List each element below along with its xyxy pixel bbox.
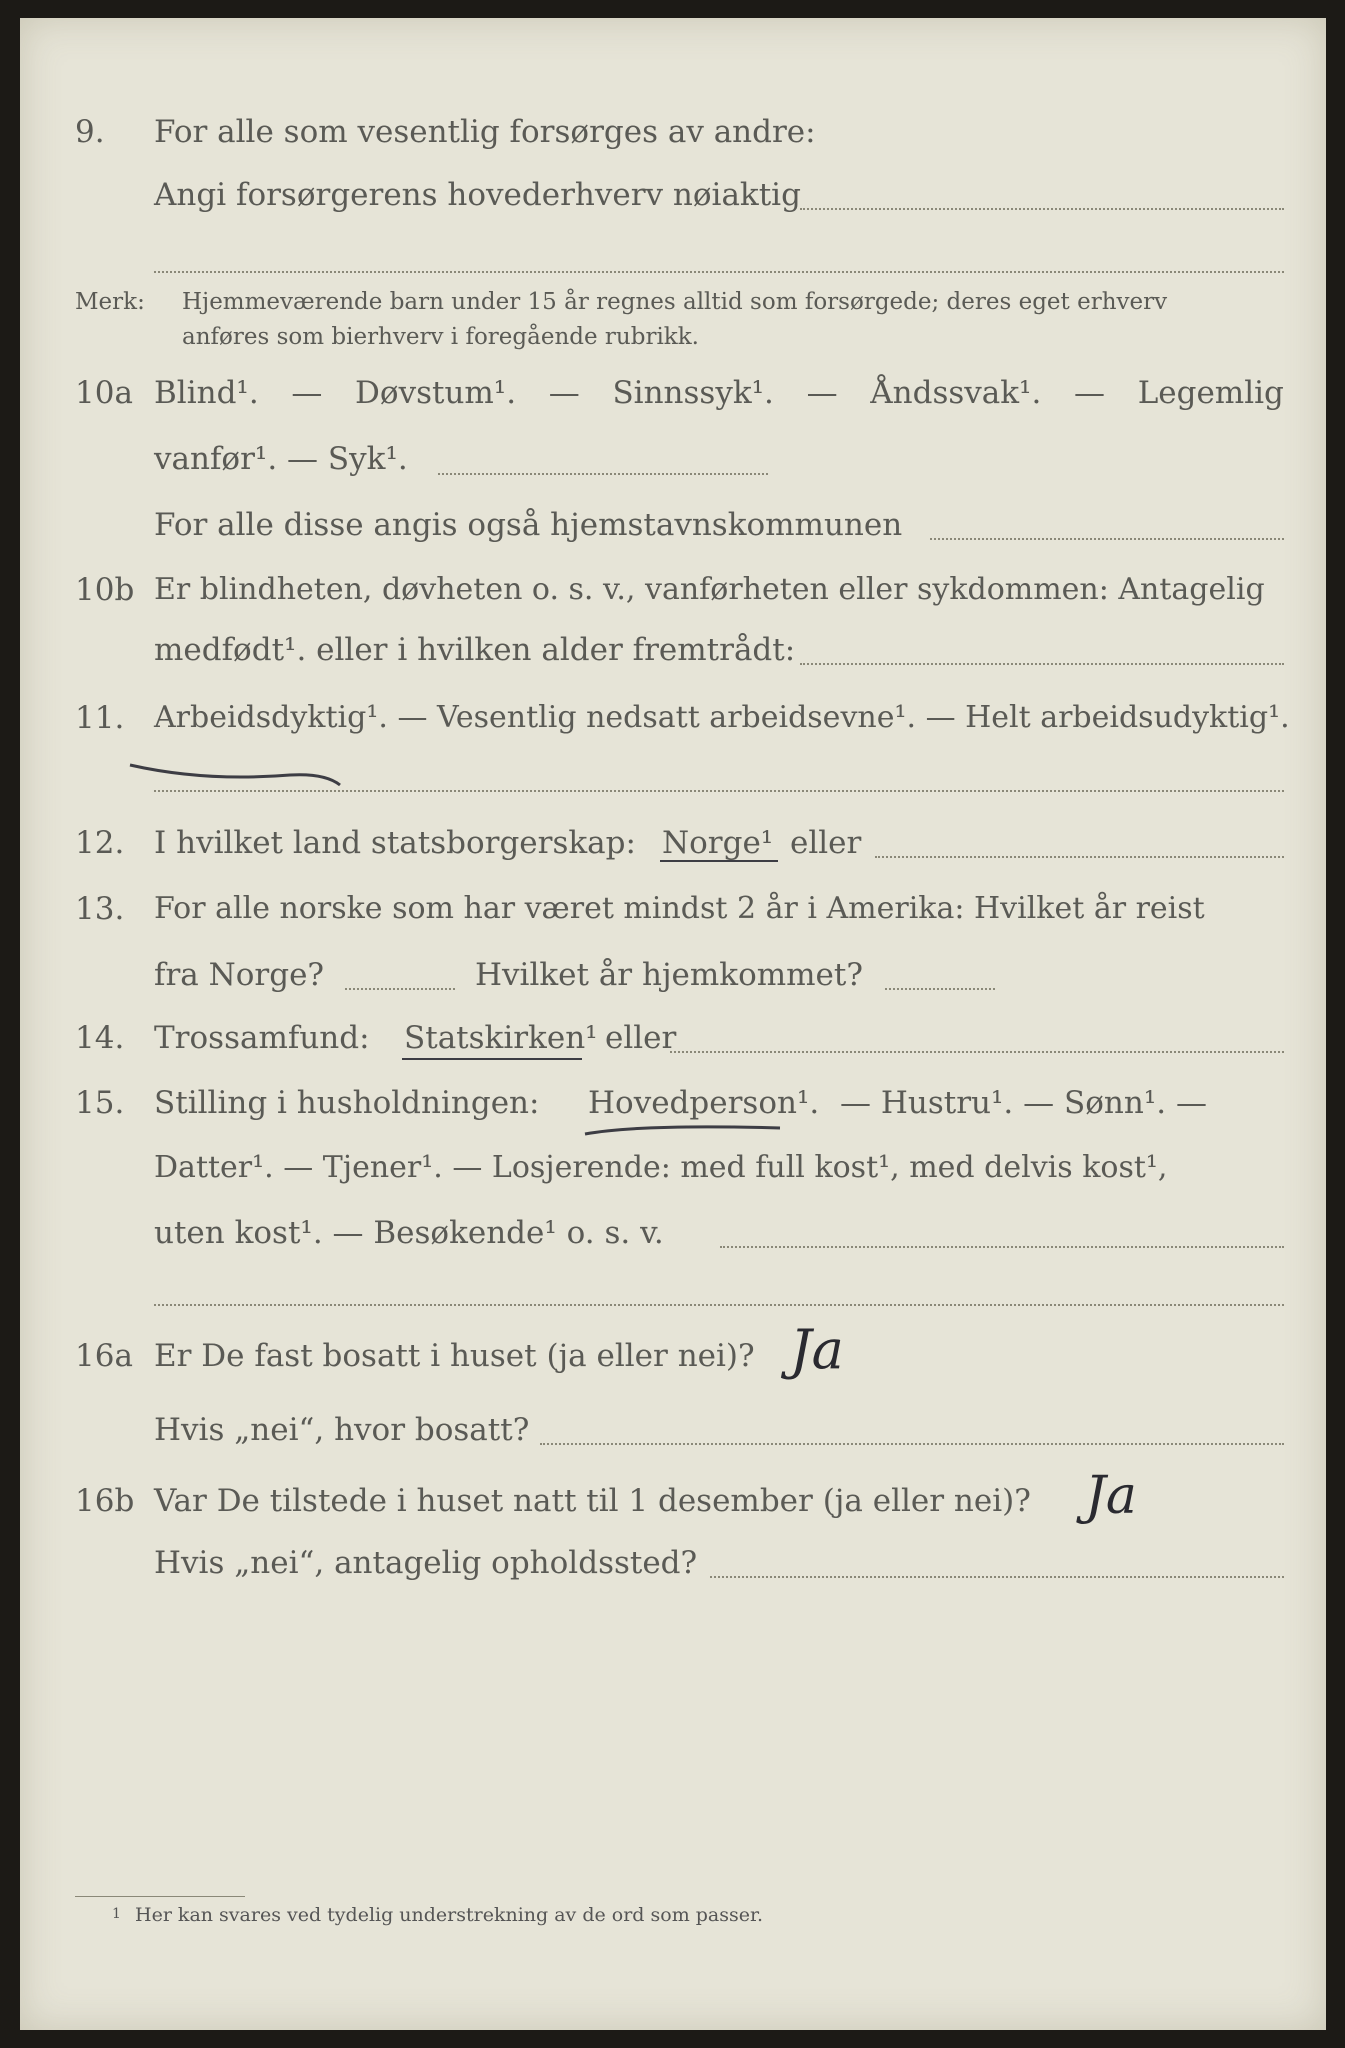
q15-answer-field-2[interactable] [154,1304,1284,1306]
q10a-number: 10a [75,375,133,411]
census-form-page [20,18,1326,2030]
dash: — [1074,375,1106,411]
q16b-number: 16b [75,1483,135,1519]
q16b-followup: Hvis „nei“, antagelig opholdssted? [154,1545,698,1581]
q12-text: I hvilket land statsborgerskap: [154,825,636,861]
q15-handwritten-underline [580,1118,790,1142]
merk-text-2: anføres som bierhverv i foregående rubrikk. [182,324,699,350]
q11-number: 11. [75,700,125,736]
merk-line2 [20,317,1326,357]
q11-options[interactable]: Arbeidsdyktig¹. — Vesentlig nedsatt arbeidsevne¹. — Helt arbeidsudyktig¹. [154,700,1290,735]
q15-options-2[interactable]: Datter¹. — Tjener¹. — Losjerende: med full kost¹, med delvis kost¹, [154,1150,1168,1185]
footnote-mark: 1 [112,1906,121,1922]
q16b-question: Var De tilstede i huset natt til 1 desember (ja eller nei)? [154,1483,1031,1519]
q10b-line1 [20,570,1326,610]
q14-number: 14. [75,1020,125,1056]
q10a-syk-field[interactable] [438,473,768,475]
q12-eller: eller [790,825,862,861]
q13-line1 [20,889,1326,929]
option-sinnssyk[interactable]: Sinnssyk¹. [612,375,774,411]
merk-text-1: Hjemmeværende barn under 15 år regnes alltid som forsørgede; deres eget erhverv [182,289,1168,315]
q10a-line1 [20,373,1326,413]
q14-text: Trossamfund: [154,1020,370,1056]
merk-label: Merk: [75,289,145,315]
q15-options-3[interactable]: uten kost¹. — Besøkende¹ o. s. v. [154,1215,664,1251]
q14-eller: eller [605,1020,677,1056]
q11-answer-field[interactable] [154,790,1284,792]
q13-reist: fra Norge? [154,957,325,993]
q11-handwritten-underline [125,740,345,790]
q13-hjemkommet-field[interactable] [885,988,995,990]
q12-number: 12. [75,825,125,861]
q13-text: For alle norske som har været mindst 2 år i Amerika: Hvilket år reist [154,891,1205,926]
q11-line1 [20,698,1326,738]
q16a-question: Er De fast bosatt i huset (ja eller nei)? [154,1338,755,1374]
q15-answer-field[interactable] [720,1246,1284,1248]
merk-line1 [20,282,1326,322]
q16a-answer-field[interactable] [540,1443,1284,1445]
footnote-divider [75,1896,245,1897]
q16a-number: 16a [75,1338,133,1374]
q10b-number: 10b [75,572,135,608]
q10b-text: Er blindheten, døvheten o. s. v., vanførheten eller sykdommen: Antagelig [154,572,1265,607]
q10a-hjemstavn: For alle disse angis også hjemstavnskommunen [154,507,903,543]
q16a-followup: Hvis „nei“, hvor bosatt? [154,1412,530,1448]
q9-answer-field[interactable] [800,208,1284,210]
q9-text: For alle som vesentlig forsørges av andre: [154,114,816,150]
q13-hjemkommet: Hvilket år hjemkommet? [475,957,863,993]
q16b-handwritten-answer[interactable]: Ja [1085,1466,1137,1526]
dash: — [806,375,838,411]
q10b-answer-field[interactable] [800,663,1284,665]
q9-question: Angi forsørgerens hovederhverv nøiaktig [154,177,801,213]
q15-line1 [20,1083,1326,1123]
q15-option-hovedperson[interactable]: Hovedperson¹. [588,1085,820,1121]
option-dovstum[interactable]: Døvstum¹. [355,375,517,411]
q9-answer-field-2[interactable] [154,271,1284,273]
option-andssvak[interactable]: Åndssvak¹. [870,375,1042,411]
footnote-text: Her kan svares ved tydelig understrekning av de ord som passer. [135,1904,764,1926]
q12-option-norge[interactable]: Norge¹ [662,825,774,861]
q12-answer-field[interactable] [875,856,1284,858]
q15-line2 [20,1148,1326,1188]
q10a-options [154,373,1284,413]
q14-answer-field[interactable] [670,1051,1284,1053]
q14-statskirken-underline [402,1058,582,1060]
q15-number: 15. [75,1085,125,1121]
q9-line1 [20,112,1326,152]
q12-norge-underline [660,860,778,862]
q10b-question: medfødt¹. eller i hvilken alder fremtrådt: [154,632,796,668]
q15-text: Stilling i husholdningen: [154,1085,540,1121]
dash: — [548,375,580,411]
q13-line2 [20,955,1326,995]
q13-reist-field[interactable] [345,988,455,990]
option-legemlig[interactable]: Legemlig [1137,375,1284,411]
q16a-handwritten-answer[interactable]: Ja [790,1318,844,1381]
q14-option-statskirken[interactable]: Statskirken¹ [404,1020,598,1056]
q16b-answer-field[interactable] [710,1576,1284,1578]
q15-options-rest[interactable]: — Hustru¹. — Sønn¹. — [840,1085,1207,1121]
q10a-hjemstavn-field[interactable] [930,538,1284,540]
q10a-vanfor-syk[interactable]: vanfør¹. — Syk¹. [154,441,408,477]
dash: — [291,375,323,411]
option-blind[interactable]: Blind¹. [154,375,259,411]
q13-number: 13. [75,891,125,927]
q16a-line1 [20,1336,1326,1376]
q9-number: 9. [75,114,105,150]
